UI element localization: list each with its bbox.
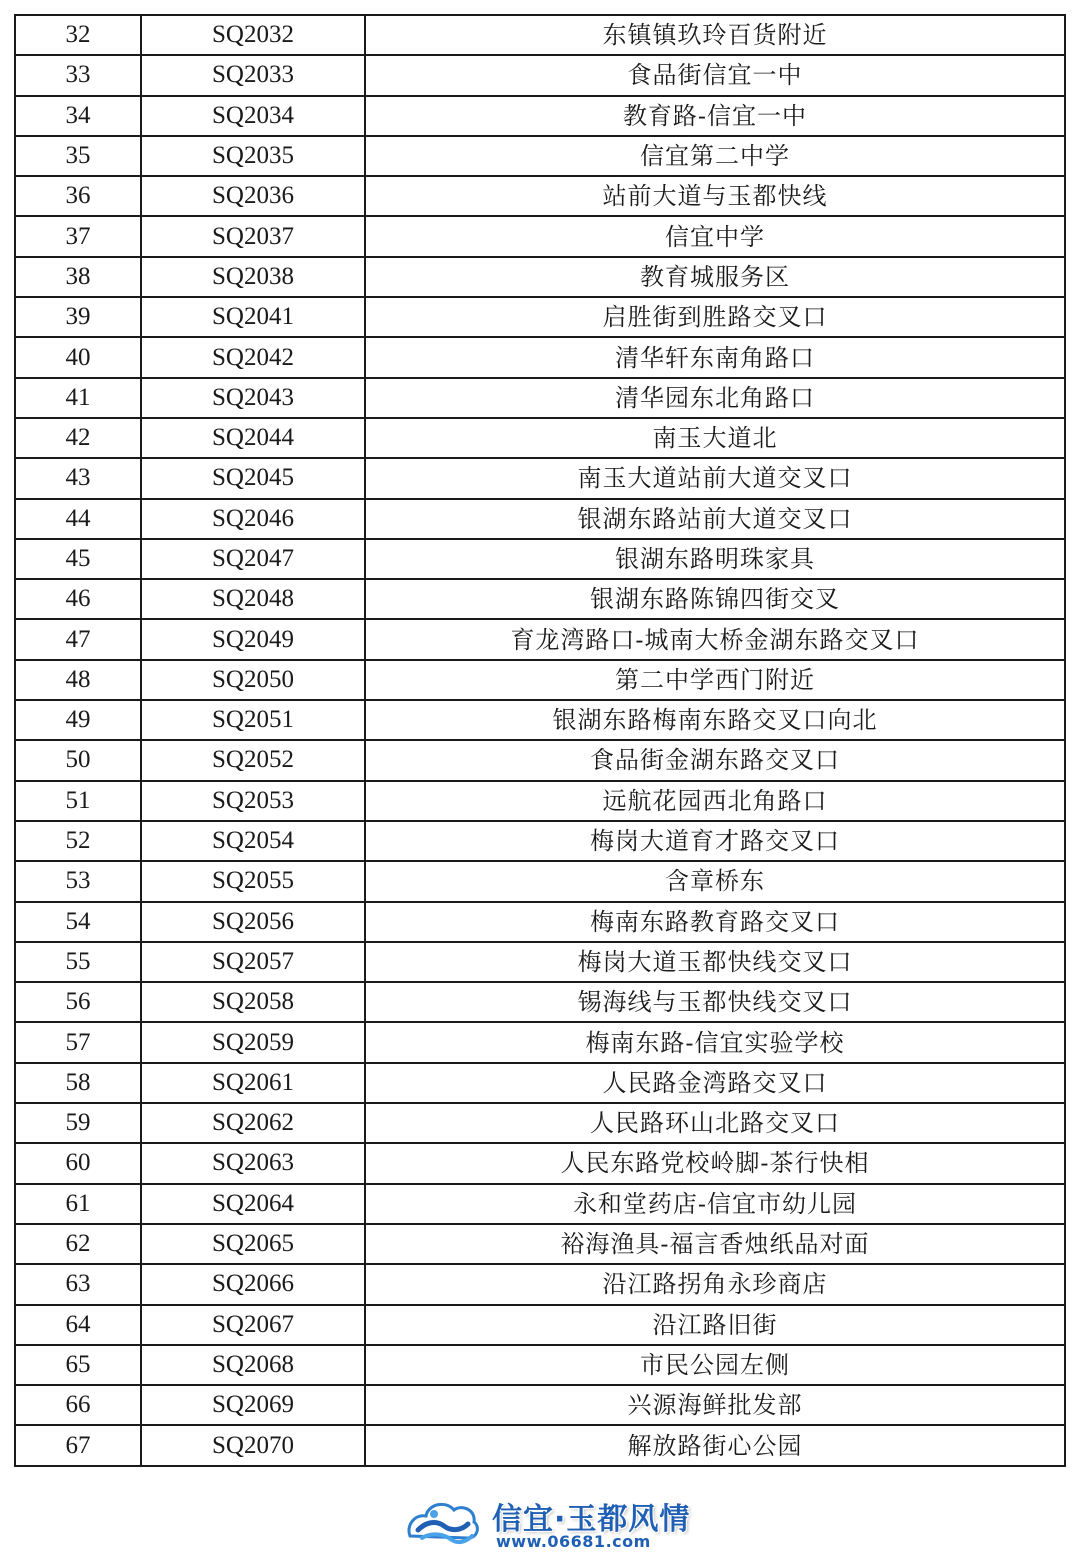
site-watermark xyxy=(404,1494,694,1554)
location-cell: 食品街信宜一中 xyxy=(365,55,1065,95)
row-number-cell: 44 xyxy=(15,499,141,539)
location-cell: 远航花园西北角路口 xyxy=(365,781,1065,821)
row-number-cell: 50 xyxy=(15,740,141,780)
location-cell: 人民路金湾路交叉口 xyxy=(365,1063,1065,1103)
device-code-cell: SQ2043 xyxy=(141,378,365,418)
device-code-cell: SQ2063 xyxy=(141,1143,365,1183)
table-row xyxy=(15,740,1065,780)
location-cell: 启胜街到胜路交叉口 xyxy=(365,297,1065,337)
table-row xyxy=(15,902,1065,942)
location-cell: 食品街金湖东路交叉口 xyxy=(365,740,1065,780)
table-body xyxy=(15,15,1065,1466)
table-row xyxy=(15,942,1065,982)
location-cell: 第二中学西门附近 xyxy=(365,660,1065,700)
row-number-cell: 51 xyxy=(15,781,141,821)
row-number-cell: 64 xyxy=(15,1305,141,1345)
table-row xyxy=(15,700,1065,740)
row-number-cell: 57 xyxy=(15,1022,141,1062)
location-cell: 梅南东路-信宜实验学校 xyxy=(365,1022,1065,1062)
watermark-title: 信宜·玉都风情 xyxy=(492,1502,691,1537)
table-row xyxy=(15,418,1065,458)
device-code-cell: SQ2066 xyxy=(141,1264,365,1304)
location-cell: 清华园东北角路口 xyxy=(365,378,1065,418)
location-cell: 信宜第二中学 xyxy=(365,136,1065,176)
table-row xyxy=(15,55,1065,95)
row-number-cell: 61 xyxy=(15,1184,141,1224)
table-row xyxy=(15,1022,1065,1062)
table-row xyxy=(15,1103,1065,1143)
row-number-cell: 45 xyxy=(15,539,141,579)
location-cell: 教育城服务区 xyxy=(365,257,1065,297)
table-row xyxy=(15,1063,1065,1103)
row-number-cell: 36 xyxy=(15,176,141,216)
device-code-cell: SQ2065 xyxy=(141,1224,365,1264)
table-row xyxy=(15,619,1065,659)
row-number-cell: 59 xyxy=(15,1103,141,1143)
table-row xyxy=(15,1425,1065,1465)
device-code-cell: SQ2038 xyxy=(141,257,365,297)
table-row xyxy=(15,216,1065,256)
location-cell: 永和堂药店-信宜市幼儿园 xyxy=(365,1184,1065,1224)
location-cell: 含章桥东 xyxy=(365,861,1065,901)
device-code-cell: SQ2033 xyxy=(141,55,365,95)
table-row xyxy=(15,1305,1065,1345)
row-number-cell: 39 xyxy=(15,297,141,337)
row-number-cell: 38 xyxy=(15,257,141,297)
table-row xyxy=(15,499,1065,539)
row-number-cell: 56 xyxy=(15,982,141,1022)
device-code-cell: SQ2048 xyxy=(141,579,365,619)
device-code-cell: SQ2035 xyxy=(141,136,365,176)
location-cell: 南玉大道站前大道交叉口 xyxy=(365,458,1065,498)
device-code-cell: SQ2042 xyxy=(141,337,365,377)
camera-location-table xyxy=(14,14,1066,1467)
row-number-cell: 32 xyxy=(15,15,141,55)
row-number-cell: 41 xyxy=(15,378,141,418)
table-row xyxy=(15,257,1065,297)
table-row xyxy=(15,1345,1065,1385)
row-number-cell: 63 xyxy=(15,1264,141,1304)
location-cell: 梅岗大道育才路交叉口 xyxy=(365,821,1065,861)
row-number-cell: 49 xyxy=(15,700,141,740)
location-cell: 站前大道与玉都快线 xyxy=(365,176,1065,216)
location-cell: 银湖东路陈锦四街交叉 xyxy=(365,579,1065,619)
row-number-cell: 55 xyxy=(15,942,141,982)
device-code-cell: SQ2049 xyxy=(141,619,365,659)
device-code-cell: SQ2051 xyxy=(141,700,365,740)
table-row xyxy=(15,96,1065,136)
location-cell: 育龙湾路口-城南大桥金湖东路交叉口 xyxy=(365,619,1065,659)
location-cell: 沿江路拐角永珍商店 xyxy=(365,1264,1065,1304)
cloud-wave-logo-icon xyxy=(404,1496,482,1552)
device-code-cell: SQ2037 xyxy=(141,216,365,256)
table-row xyxy=(15,297,1065,337)
device-code-cell: SQ2059 xyxy=(141,1022,365,1062)
row-number-cell: 58 xyxy=(15,1063,141,1103)
row-number-cell: 65 xyxy=(15,1345,141,1385)
device-code-cell: SQ2068 xyxy=(141,1345,365,1385)
location-cell: 教育路-信宜一中 xyxy=(365,96,1065,136)
table-row xyxy=(15,458,1065,498)
location-cell: 人民东路党校岭脚-茶行快相 xyxy=(365,1143,1065,1183)
row-number-cell: 54 xyxy=(15,902,141,942)
table-row xyxy=(15,1184,1065,1224)
location-cell: 人民路环山北路交叉口 xyxy=(365,1103,1065,1143)
location-cell: 沿江路旧街 xyxy=(365,1305,1065,1345)
row-number-cell: 33 xyxy=(15,55,141,95)
device-code-cell: SQ2067 xyxy=(141,1305,365,1345)
device-code-cell: SQ2070 xyxy=(141,1425,365,1465)
table-row xyxy=(15,1385,1065,1425)
location-cell: 市民公园左侧 xyxy=(365,1345,1065,1385)
device-code-cell: SQ2061 xyxy=(141,1063,365,1103)
location-cell: 梅南东路教育路交叉口 xyxy=(365,902,1065,942)
row-number-cell: 34 xyxy=(15,96,141,136)
location-cell: 梅岗大道玉都快线交叉口 xyxy=(365,942,1065,982)
device-code-cell: SQ2041 xyxy=(141,297,365,337)
table-row xyxy=(15,821,1065,861)
device-code-cell: SQ2053 xyxy=(141,781,365,821)
location-cell: 南玉大道北 xyxy=(365,418,1065,458)
row-number-cell: 66 xyxy=(15,1385,141,1425)
row-number-cell: 62 xyxy=(15,1224,141,1264)
watermark-url: www.06681.com xyxy=(496,1532,651,1551)
table-row xyxy=(15,660,1065,700)
table-row xyxy=(15,1143,1065,1183)
device-code-cell: SQ2045 xyxy=(141,458,365,498)
location-cell: 信宜中学 xyxy=(365,216,1065,256)
row-number-cell: 47 xyxy=(15,619,141,659)
row-number-cell: 46 xyxy=(15,579,141,619)
table-row xyxy=(15,861,1065,901)
device-code-cell: SQ2052 xyxy=(141,740,365,780)
location-cell: 银湖东路站前大道交叉口 xyxy=(365,499,1065,539)
row-number-cell: 52 xyxy=(15,821,141,861)
location-cell: 锡海线与玉都快线交叉口 xyxy=(365,982,1065,1022)
device-code-cell: SQ2047 xyxy=(141,539,365,579)
row-number-cell: 43 xyxy=(15,458,141,498)
row-number-cell: 48 xyxy=(15,660,141,700)
row-number-cell: 37 xyxy=(15,216,141,256)
location-cell: 裕海渔具-福言香烛纸品对面 xyxy=(365,1224,1065,1264)
device-code-cell: SQ2032 xyxy=(141,15,365,55)
camera-location-table-wrap xyxy=(14,14,1066,1467)
table-row xyxy=(15,539,1065,579)
table-row xyxy=(15,378,1065,418)
device-code-cell: SQ2064 xyxy=(141,1184,365,1224)
location-cell: 银湖东路梅南东路交叉口向北 xyxy=(365,700,1065,740)
device-code-cell: SQ2062 xyxy=(141,1103,365,1143)
table-row xyxy=(15,1264,1065,1304)
row-number-cell: 67 xyxy=(15,1425,141,1465)
table-row xyxy=(15,136,1065,176)
device-code-cell: SQ2057 xyxy=(141,942,365,982)
location-cell: 银湖东路明珠家具 xyxy=(365,539,1065,579)
table-row xyxy=(15,15,1065,55)
device-code-cell: SQ2050 xyxy=(141,660,365,700)
row-number-cell: 53 xyxy=(15,861,141,901)
location-cell: 解放路街心公园 xyxy=(365,1425,1065,1465)
device-code-cell: SQ2058 xyxy=(141,982,365,1022)
device-code-cell: SQ2069 xyxy=(141,1385,365,1425)
table-row xyxy=(15,337,1065,377)
device-code-cell: SQ2046 xyxy=(141,499,365,539)
location-cell: 清华轩东南角路口 xyxy=(365,337,1065,377)
table-row xyxy=(15,579,1065,619)
table-row xyxy=(15,781,1065,821)
row-number-cell: 42 xyxy=(15,418,141,458)
row-number-cell: 40 xyxy=(15,337,141,377)
device-code-cell: SQ2036 xyxy=(141,176,365,216)
device-code-cell: SQ2034 xyxy=(141,96,365,136)
table-row xyxy=(15,982,1065,1022)
table-row xyxy=(15,176,1065,216)
location-cell: 兴源海鲜批发部 xyxy=(365,1385,1065,1425)
table-row xyxy=(15,1224,1065,1264)
device-code-cell: SQ2044 xyxy=(141,418,365,458)
device-code-cell: SQ2054 xyxy=(141,821,365,861)
location-cell: 东镇镇玖玲百货附近 xyxy=(365,15,1065,55)
device-code-cell: SQ2055 xyxy=(141,861,365,901)
row-number-cell: 60 xyxy=(15,1143,141,1183)
row-number-cell: 35 xyxy=(15,136,141,176)
device-code-cell: SQ2056 xyxy=(141,902,365,942)
